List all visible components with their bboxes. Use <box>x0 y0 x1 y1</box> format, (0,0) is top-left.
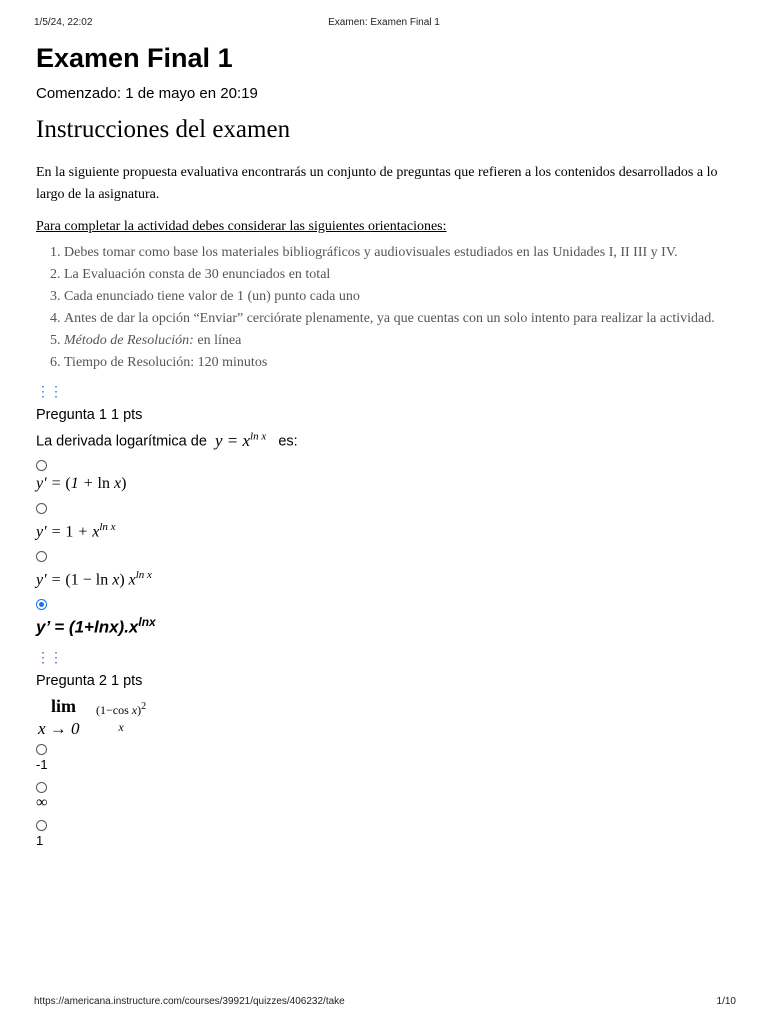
question-formula: $y = x^{ln x}$ <box>214 430 267 450</box>
fraction-denominator: x <box>118 719 124 734</box>
orientations-list <box>36 242 724 374</box>
orientation-value: en línea <box>193 333 242 348</box>
limit-symbol: lim <box>51 695 76 716</box>
answer-text: y′ = (1 − ln x) $x^{ln x}$ <box>36 568 152 589</box>
question-2 <box>36 640 736 850</box>
print-doc-title: Examen: Examen Final 1 <box>328 17 440 28</box>
radio-button[interactable] <box>36 551 47 562</box>
question-header: Pregunta 1 1 pts <box>36 407 143 423</box>
question-text-before: La derivada logarítmica de <box>36 433 207 450</box>
print-page-number: 1/10 <box>716 996 736 1007</box>
limit-expression <box>36 696 736 736</box>
limit-subscript: x → 0 <box>38 718 80 738</box>
orientation-item: 3. Cada enunciado tiene valor de 1 (un) punto cada uno <box>64 286 724 308</box>
answer-option[interactable] <box>36 551 736 591</box>
quiz-title: Examen Final 1 <box>36 43 233 73</box>
print-url: https://americana.instructure.com/courses/39921/quizzes/406232/take <box>34 996 345 1007</box>
answer-text: y’ = $(1+\ln x).x^{lnx}$ <box>36 615 156 637</box>
orientation-item <box>64 330 724 352</box>
orientation-item: 2. La Evaluación consta de 30 enunciados en total <box>64 264 724 286</box>
answer-text: y′ = (1 + ln x) <box>36 474 127 492</box>
limit-fraction <box>94 701 148 735</box>
instructions-title: Instrucciones del examen <box>36 116 291 143</box>
question-1 <box>36 374 736 640</box>
answer-option[interactable] <box>36 460 736 495</box>
orientation-item: 6. Tiempo de Resolución: 120 minutos <box>64 352 724 374</box>
radio-button[interactable] <box>36 782 47 793</box>
question-text-after: es: <box>278 433 298 450</box>
answer-text: 1 <box>36 832 44 848</box>
answer-option[interactable] <box>36 820 736 850</box>
instructions-intro: En la siguiente propuesta evaluativa encontrarás un conjunto de preguntas que refieren a los contenidos desarrollados a lo largo de la asignatura. <box>36 165 718 202</box>
fraction-numerator: (1−cos x)$^2$ <box>96 700 147 717</box>
answer-option[interactable] <box>36 599 736 640</box>
radio-button[interactable] <box>36 820 47 831</box>
radio-button[interactable] <box>36 460 47 471</box>
instructions-guidance: Para completar la actividad debes considerar las siguientes orientaciones: <box>36 219 447 234</box>
print-datetime: 1/5/24, 22:02 <box>34 17 93 28</box>
answer-text: -1 <box>36 756 48 772</box>
orientation-item: 1. Debes tomar como base los materiales bibliográficos y audiovisuales estudiados en las Unidades I, II III y IV. <box>64 242 724 264</box>
radio-button[interactable] <box>36 503 47 514</box>
radio-button-selected[interactable] <box>36 599 47 610</box>
question-text <box>36 426 736 452</box>
answer-option[interactable] <box>36 782 736 812</box>
quiz-started: Comenzado: 1 de mayo en 20:19 <box>36 85 258 102</box>
drag-handle-icon[interactable]: ⋮⋮ <box>36 383 62 399</box>
answer-text: ∞ <box>36 793 48 811</box>
quiz-content <box>36 40 736 850</box>
question-header: Pregunta 2 1 pts <box>36 672 143 689</box>
answer-option[interactable] <box>36 744 736 774</box>
answer-text: $y' = 1 + x^{ln x}$ <box>36 520 116 540</box>
orientation-label: Método de Resolución: <box>64 333 194 348</box>
drag-handle-icon[interactable]: ⋮⋮ <box>36 648 62 665</box>
orientation-item: 4. Antes de dar la opción “Enviar” cerciórate plenamente, ya que cuentas con un solo intento para realizar la actividad. <box>64 308 724 330</box>
answer-option[interactable] <box>36 503 736 543</box>
radio-button[interactable] <box>36 744 47 755</box>
